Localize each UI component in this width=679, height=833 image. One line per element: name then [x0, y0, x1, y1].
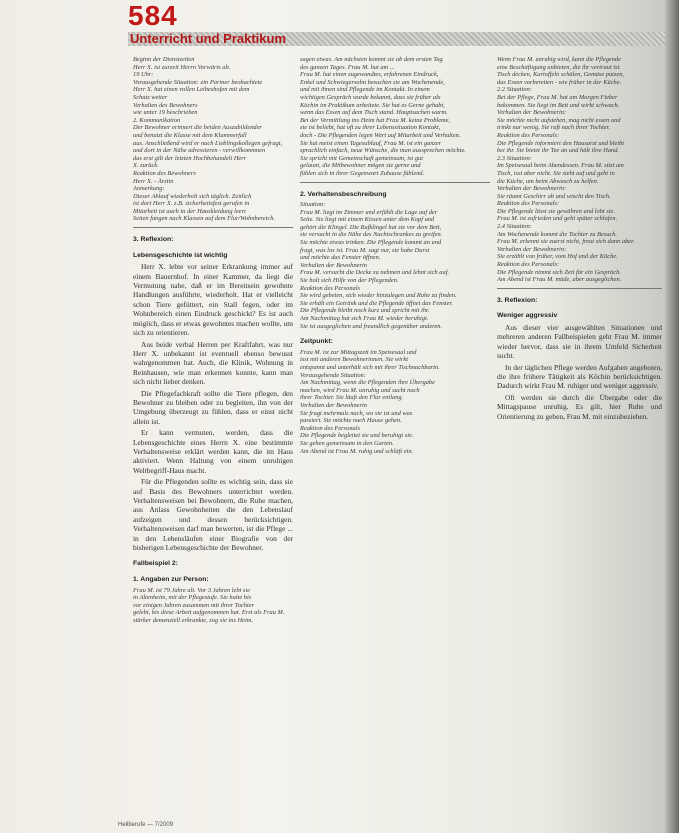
- text-line: vor einigen Jahren zusammen mit ihrer Tochter: [133, 601, 255, 609]
- text-line: Reaktion des Personals:: [497, 200, 560, 208]
- text-line: Verhalten der Bewohnerin:: [497, 109, 567, 117]
- text-line: Im Speisesaal beim Abendessen. Frau M. sitzt am: [497, 162, 624, 170]
- text-line: das Essen vorbereiten - wie früher in der Küche.: [497, 78, 622, 86]
- text-line: ihrer Tochter. Sie läuft den Flur entlang.: [300, 394, 404, 402]
- reflexion-body: [133, 262, 293, 552]
- text-line: Verhalten der Bewohnerin: [300, 401, 367, 409]
- paragraph: In der täglichen Pflege werden Aufgaben angeboten, die ihre frühere Tätigkeit als Köchin berücksichtigen. Dadurch wirkt Frau M. ruhiger und weniger aggressiv.: [497, 362, 662, 391]
- divider: [300, 182, 490, 183]
- text-line: Die Pflegende lässt sie gewähren und lobt sie.: [497, 207, 615, 215]
- text-line: Reaktion des Bewohners: [133, 169, 196, 177]
- text-line: isst mit anderen Bewohnerinnen. Sie wirkt: [300, 356, 409, 364]
- text-line: Herr X. hat einen vollen Leibeshofen mit dem: [133, 86, 250, 94]
- text-line: passiert. Sie möchte nach Hause gehen.: [300, 417, 402, 425]
- text-line: Die Pflegende bleibt noch kurz und spricht mit ihr.: [300, 307, 430, 315]
- text-line: Frau M. versucht die Decke zu nehmen und lehnt sich auf.: [300, 269, 450, 277]
- text-line: Vorausgehende Situation:: [300, 371, 366, 379]
- text-line: Sie räumt Geschirr ab und wischt den Tisch.: [497, 192, 611, 200]
- text-line: 2. Kommunikation: [133, 116, 181, 124]
- text-line: machen, wird Frau M. unruhig und sucht nach: [300, 386, 420, 394]
- text-line: Sie gehen gemeinsam in den Garten.: [300, 439, 394, 447]
- paragraph: Die Pflegefachkraft sollte die Tiere pflegen, den Bewohner zu bleiben oder zu begleiten, ihn von der Umgebung überzeugt zu fühlen, dass er einst nicht allein ist.: [133, 388, 293, 426]
- column-middle: [300, 56, 490, 816]
- behavior-block-2: [300, 349, 490, 455]
- reflexion-subheading: Lebensgeschichte ist wichtig: [133, 251, 228, 259]
- text-line: eine Beschäftigung anbieten, die ihr vertraut ist.: [497, 63, 621, 71]
- text-line: Frau M. ist 79 Jahre alt. Vor 3 Jahren lebt sie: [133, 586, 251, 594]
- text-line: Situation:: [300, 201, 326, 209]
- text-line: Frau M. erkennt sie zuerst nicht, freut sich dann aber.: [497, 238, 635, 246]
- text-line: Wenn Frau M. unruhig wird, kann die Pflegende: [497, 56, 621, 63]
- page-footer: Heilberufe — 7/2009: [118, 822, 174, 828]
- paragraph: Herr X. lebte vor seiner Erkrankung immer auf einem Bauernhof. In einer Kammer, da liegt die Vermutung nahe, daß er im Bereitsein gewohnte Handlungen ausführte, wiederholt. Hat er vielleicht schon Tiere gefüttert, ein Stall fegen, oder im Wohnbereich einen Eindruck geschickt? Es ist auch möglich, dass er etwas gewohntes machen wollte, um sich zu orientieren.: [133, 262, 293, 338]
- text-line: die Küche, um beim Abwasch zu helfen.: [497, 177, 599, 185]
- text-line: Reaktion des Personals:: [497, 261, 560, 269]
- text-line: Enkel und Schwiegersohn besuchen sie am Wochenende,: [300, 78, 445, 86]
- text-line: gehört die Klingel. Die Rufklingel hat sie vor dem Bett,: [300, 223, 442, 231]
- text-line: Verhalten der Bewohnerin:: [497, 185, 567, 193]
- text-line: fühlen sich in ihrer Gegenwart Zuhause fühlend.: [300, 169, 425, 177]
- behavior-block-1: [300, 201, 490, 330]
- text-line: Am Abend ist Frau M. müde, aber ausgeglichen.: [497, 276, 622, 284]
- text-line: Sie spricht mit Gemeinschaft gemeinsam, ist gut: [300, 154, 424, 162]
- text-line: und mit ihnen sind Pflegende im Kontakt. In einem: [300, 86, 430, 94]
- text-line: gelaunt, die Mitbewohner mögen sie gerne und: [300, 162, 421, 170]
- text-line: wichtigen Gespräch wurde bekannt, dass sie früher als: [300, 93, 441, 101]
- text-line: gelebt, bis diese Arbeit aufgenommen hat. Erst als Frau M.: [133, 609, 285, 617]
- text-line: Beginn der Dienstzeiten: [133, 56, 195, 63]
- text-line: Sie hat meist einen Tagesablauf, Frau M. ist ein ganzer: [300, 139, 442, 147]
- text-line: trinkt nur wenig. Sie ruft nach ihrer Tochter.: [497, 124, 610, 132]
- text-line: des ganzen Tages. Frau M. hat am ...: [300, 63, 395, 71]
- text-line: sagen etwas. Am nächsten kommt sie ab dem ersten Tag: [300, 56, 443, 63]
- text-line: Verhalten des Bewohners: [133, 101, 198, 109]
- text-line: sprachlich einfach, neue Wünsche, die man aussprechen möchte.: [300, 147, 466, 155]
- text-line: bekommen. Sie liegt im Bett und wirkt schwach.: [497, 101, 620, 109]
- text-line: entspannt und unterhält sich mit ihrer Tischnachbarin.: [300, 363, 440, 371]
- text-line: Tisch, isst aber nicht. Sie steht auf und geht in: [497, 169, 615, 177]
- text-line: wenn das Essen auf dem Tisch stand. Hauptsachen warm.: [300, 109, 448, 117]
- text-line: Die Pflegende begleitet sie und beruhigt sie.: [300, 432, 414, 440]
- text-line: 2.3 Situation:: [497, 154, 532, 162]
- text-line: in Altenheim, mit der Pflegestufe. Sie hatte bis: [133, 594, 252, 602]
- text-line: und benutzt die Klasse mit dem Klammerfall: [133, 131, 247, 139]
- text-line: Am Abend ist Frau M. ruhig und schläft ein.: [300, 447, 414, 455]
- text-line: Vorausgehende Situation: ein Partner beobachtete: [133, 78, 263, 86]
- text-line: Mitarbeit ist auch in der Hauskleidung leert: [133, 207, 246, 215]
- text-line: Sie ist ausgeglichen und freundlich gegenüber anderen.: [300, 322, 443, 330]
- top-block: [497, 56, 662, 284]
- text-line: ist dort Herr X. z.B. sicherheitsfest gerufen in: [133, 200, 250, 208]
- text-line: Frau M. liegt im Zimmer und erfühlt die Lage auf der: [300, 208, 438, 216]
- text-line: Sie erzählt von früher, vom Hof und der Küche.: [497, 253, 618, 261]
- text-line: 2.2 Situation:: [497, 86, 532, 94]
- text-line: Frau M. hat einen zugewandtes, erfahrenen Eindruck,: [300, 71, 439, 79]
- text-line: Sie fragt mehrmals nach, wo sie ist und was: [300, 409, 413, 417]
- text-line: Frau M. ist zufrieden und geht später schlafen.: [497, 215, 618, 223]
- paragraph: Er kann vermuten, werden, dass die Lebensgeschichte eines Herrn X. eine bestimmte Verhaltensweise erklärt werden kann, die im Haus aktiviert. Wenn Haltung von einem unruhigen Weltbegriff-Haus macht.: [133, 428, 293, 475]
- reflexion-body: [497, 323, 662, 421]
- case-block: [133, 587, 293, 625]
- text-line: das erst gilt der letzten Hochbehandelt Herr: [133, 154, 247, 162]
- text-line: Seite. Sie liegt mit einem Kissen unter dem Kopf und: [300, 216, 435, 224]
- text-line: stärker demenziell erkrankte, zog sie ins Heim.: [133, 617, 253, 624]
- text-line: Die Pflegende informiert den Hausarzt und bleibt: [497, 139, 625, 147]
- text-line: Am Wochenende kommt die Tochter zu Besuch.: [497, 230, 618, 238]
- paragraph: Für die Pflegenden sollte es wichtig sein, dass sie auf Basis des Bewohners unterrichtet werden. Verhaltensweisen bei Bewohnern, die Ruhe machen, aus Anlass Gewohnheiten die den Lebenslauf aufzeigen und dessen berücksichtigen. Verhaltensweisen darf man bewerten, ist die Pflege ... in den Lebensläufen einer Biografie von der bisherigen Lebensgeschichte der Bewohner.: [133, 477, 293, 553]
- text-line: Am Nachmittag, wenn die Pflegenden ihre Übergabe: [300, 379, 435, 387]
- book-spine-shadow: [665, 0, 679, 833]
- text-line: Herr X. ist zurzeit Herrn Vorwärts ab.: [133, 63, 231, 71]
- column-left: [133, 56, 293, 816]
- reflexion-heading: 3. Reflexion:: [133, 236, 174, 244]
- text-line: Frau M. ist zur Mittagszeit im Speisesaal und: [300, 348, 417, 356]
- section-title: Unterricht und Praktikum: [130, 31, 287, 46]
- text-line: X. zurück.: [133, 162, 159, 170]
- text-line: 2.4 Situation:: [497, 223, 532, 231]
- reflexion-heading: 3. Reflexion:: [497, 296, 538, 304]
- case-heading: Fallbeispiel 2:: [133, 560, 178, 568]
- text-line: Anmerkung:: [133, 185, 165, 193]
- text-line: 19 Uhr:: [133, 71, 154, 79]
- behavior-heading: 2. Verhaltensbeschreibung: [300, 190, 387, 198]
- text-line: Reaktion des Personals:: [497, 131, 560, 139]
- text-line: Tisch decken, Kartoffeln schälen, Gemüse putzen,: [497, 71, 625, 79]
- reflexion-subheading: Weniger aggressiv: [497, 312, 558, 320]
- text-line: wie unter 19 beschrieben: [133, 109, 198, 117]
- text-line: Seiten fangen nach Klassen auf dem Flur/Wohnbereich.: [133, 215, 276, 223]
- text-line: sie ist beliebt, hat oft zu ihrer Lebenssituation Kontakt,: [300, 124, 441, 132]
- text-line: Sie möchte etwas trinken. Die Pflegende kommt an und: [300, 239, 442, 247]
- paragraph: Aus dieser vier ausgewählten Situationen und mehreren anderen Fallbeispielen geht Frau M. immer wieder hervor, dass sie in ihrem Umfeld Sicherheit sucht.: [497, 323, 662, 361]
- divider: [497, 288, 662, 289]
- text-line: und dort in der Nähe adressieren - verwillkommnen: [133, 147, 266, 155]
- text-line: Verhalten der Bewohnerin:: [497, 245, 567, 253]
- text-line: Reaktion des Personals: [300, 424, 360, 432]
- text-line: Bei der Vermittlung ins Heim hat Frau M. keine Probleme,: [300, 116, 451, 124]
- text-line: Dieser Ablauf wiederholt sich täglich. Zeitlich: [133, 192, 252, 200]
- text-line: Sie erhält ein Getränk und die Pflegende öffnet das Fenster.: [300, 299, 453, 307]
- text-line: sie versucht in die Nähe des Nachtschrankes zu greifen.: [300, 231, 443, 239]
- text-line: Verhalten der Bewohnerin: [300, 261, 367, 269]
- text-line: fragt, was los ist. Frau M. sagt nur, sie habe Durst: [300, 246, 430, 254]
- text-line: Sie wird gebeten, sich wieder hinzulegen und Ruhe zu finden.: [300, 292, 457, 300]
- paragraph: Oft werden sie durch die Übergabe oder die Mittagspause unruhig. Es gilt, hier Ruhe und Orientierung zu geben, Frau M. mit einzubeziehen.: [497, 392, 662, 421]
- top-block: [300, 56, 490, 178]
- text-line: Bei der Pflege, Frau M. hat am Morgen Fieber: [497, 93, 618, 101]
- page-number: 584: [128, 0, 178, 31]
- text-line: Schutz weiter: [133, 93, 168, 101]
- text-line: bei ihr. Sie bietet ihr Tee an und hält ihre Hand.: [497, 147, 620, 155]
- text-line: doch - Die Pflegenden legen Wert auf Mitarbeit und Verhalten.: [300, 131, 461, 139]
- text-line: Sie holt sich Hilfe von der Pflegenden.: [300, 277, 399, 285]
- text-line: aus. Anschließend wird er nach Lieblingskollegen gefragt,: [133, 139, 283, 147]
- text-line: Köchin im Praktikum arbeitete. Sie hat es Gerne gehabt,: [300, 101, 445, 109]
- text-line: Sie möchte nicht aufstehen, mag nicht essen und: [497, 116, 621, 124]
- divider: [133, 227, 293, 228]
- text-line: Am Nachmittag hat sich Frau M. wieder beruhigt.: [300, 315, 429, 322]
- text-line: Herr X. - Ärztin: [133, 177, 174, 185]
- case-subheading: 1. Angaben zur Person:: [133, 576, 209, 584]
- block2-heading: Zeitpunkt:: [300, 338, 333, 346]
- paragraph: Aus beide verbal Herren per Kraftfahrt, was nur Herr X. unbekannt ist eventuell ebenso bewusst wahrgenommen hat. Auch, die Klinik, Wohnung in Reinhausen, wie man erkennen konnte, kann man sich nicht lieber denken.: [133, 339, 293, 387]
- intro-block: [133, 56, 293, 223]
- text-line: Der Bewohner erinnert die beiden Auszubildender: [133, 124, 262, 132]
- text-line: und möchte das Fenster öffnen.: [300, 254, 381, 262]
- text-line: Reaktion des Personals: [300, 284, 360, 292]
- column-right: [497, 56, 662, 816]
- text-line: Die Pflegende nimmt sich Zeit für ein Gespräch.: [497, 268, 621, 276]
